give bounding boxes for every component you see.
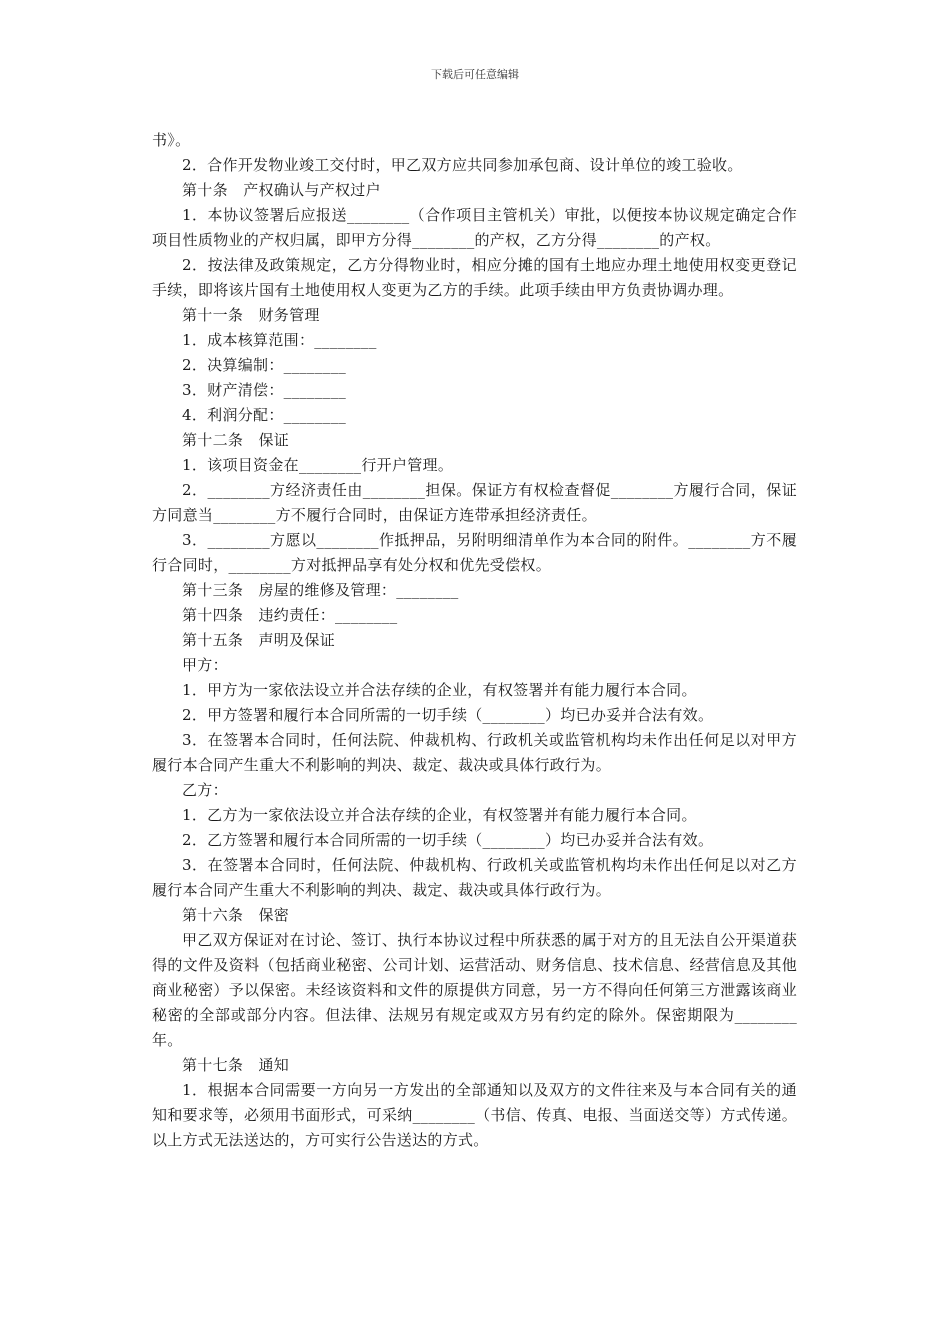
paragraph: 3．在签署本合同时，任何法院、仲裁机构、行政机关或监管机构均未作出任何足以对乙方履行本合同产生重大不利影响的判决、裁定、裁决或具体行政行为。	[152, 856, 797, 899]
paragraph: 第十二条 保证	[182, 431, 290, 449]
paragraph: 3．在签署本合同时，任何法院、仲裁机构、行政机关或监管机构均未作出任何足以对甲方履行本合同产生重大不利影响的判决、裁定、裁决或具体行政行为。	[152, 731, 797, 774]
paragraph: 1．甲方为一家依法设立并合法存续的企业，有权签署并有能力履行本合同。	[182, 681, 697, 699]
paragraph: 2．合作开发物业竣工交付时，甲乙双方应共同参加承包商、设计单位的竣工验收。	[182, 156, 743, 174]
paragraph: 2．按法律及政策规定，乙方分得物业时，相应分摊的国有土地应办理土地使用权变更登记手续，即将该片国有土地使用权人变更为乙方的手续。此项手续由甲方负责协调办理。	[152, 256, 797, 299]
paragraph: 第十四条 违约责任：________	[182, 606, 398, 624]
paragraph: 4．利润分配：________	[182, 406, 347, 424]
paragraph: 甲乙双方保证对在讨论、签订、执行本协议过程中所获悉的属于对方的且无法自公开渠道获得的文件及资料（包括商业秘密、公司计划、运营活动、财务信息、技术信息、经营信息及其他商业秘密）予以保密。未经该资料和文件的原提供方同意，另一方不得向任何第三方泄露该商业秘密的全部或部分内容。但法律、法规另有规定或双方另有约定的除外。保密期限为________年。	[152, 931, 797, 1049]
document-body	[152, 128, 797, 1153]
paragraph: 2．甲方签署和履行本合同所需的一切手续（________）均已办妥并合法有效。	[182, 706, 714, 724]
paragraph: 1．本协议签署后应报送________（合作项目主管机关）审批，以便按本协议规定确定合作项目性质物业的产权归属，即甲方分得________的产权，乙方分得________的产权。	[152, 206, 797, 249]
paragraph: 书》。	[152, 131, 191, 149]
paragraph: 第十五条 声明及保证	[182, 631, 336, 649]
page-header: 下载后可任意编辑	[431, 68, 519, 81]
paragraph: 第十六条 保密	[182, 906, 290, 924]
paragraph: 1．该项目资金在________行开户管理。	[182, 456, 454, 474]
paragraph: 3．财产清偿：________	[182, 381, 347, 399]
paragraph: 1．乙方为一家依法设立并合法存续的企业，有权签署并有能力履行本合同。	[182, 806, 697, 824]
paragraph: 2．决算编制：________	[182, 356, 347, 374]
paragraph: 3．________方愿以________作抵押品，另附明细清单作为本合同的附件。________方不履行合同时，________方对抵押品享有处分权和优先受偿权。	[152, 531, 797, 574]
paragraph: 第十三条 房屋的维修及管理：________	[182, 581, 459, 599]
paragraph: 2．________方经济责任由________担保。保证方有权检查督促________方履行合同，保证方同意当________方不履行合同时，由保证方连带承担经济责任。	[152, 481, 797, 524]
paragraph: 1．成本核算范围：________	[182, 331, 377, 349]
paragraph: 2．乙方签署和履行本合同所需的一切手续（________）均已办妥并合法有效。	[182, 831, 714, 849]
paragraph: 1．根据本合同需要一方向另一方发出的全部通知以及双方的文件往来及与本合同有关的通知和要求等，必须用书面形式，可采纳________（书信、传真、电报、当面送交等）方式传递。以上方式无法送达的，方可实行公告送达的方式。	[152, 1081, 797, 1149]
paragraph: 第十一条 财务管理	[182, 306, 320, 324]
paragraph: 甲方：	[182, 656, 228, 674]
paragraph: 乙方：	[182, 781, 228, 799]
paragraph: 第十条 产权确认与产权过户	[182, 181, 381, 199]
paragraph: 第十七条 通知	[182, 1056, 290, 1074]
